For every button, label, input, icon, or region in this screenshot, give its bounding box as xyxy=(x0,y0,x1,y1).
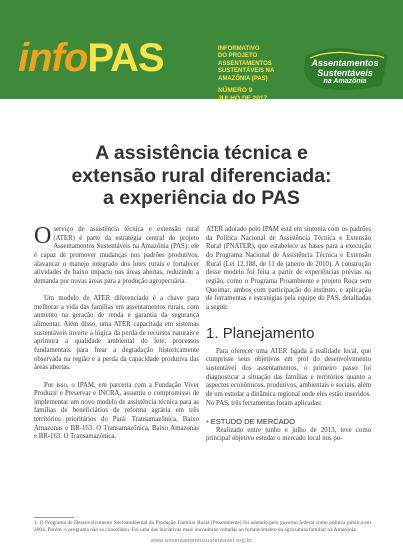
paragraph-text: serviço de assistência técnica e extensão rural (ATER) é parte da estratégia central do projeto Assentamentos Sustentáveis na Amazônia (PAS): ele é capaz de promover mudanças nos padrões produtivos, alavancar o manejo integrado dos lotes rurais e fortalecer atividades de baixo impacto nas áreas abertas, reduzindo a demanda por novas áreas para a produção agropecuária. xyxy=(34,226,199,285)
paragraph: ATER adotado pelo IPAM está em sintonia com os padrões da Política Nacional de Assistência Técnica e Extensão Rural (PNATER), que estabelece as bases para a execução do Programa Nacional de Assistência Técnica e Extensão Rural (Lei 12.188, de 11 de janeiro de 2010). A construção desse modelo foi feita a partir de experiências prévias na região, como o Programa Proambiente e projeto Roça sem Queimar, ambos com participação do instituto, e aplicação de ferramentas e estratégias pela equipe do PAS, detalhadas a seguir. xyxy=(206,226,371,311)
footer-url[interactable]: www.assentamentosustentavel.org.br xyxy=(150,538,253,544)
paragraph: Para oferecer uma ATER ligada à realidade local, que cumprisse seus objetivos em prol do desenvolvimento sustentável dos assentamentos, o primeiro passo foi diagnosticar a situação das famílias e territórios quanto a aspectos econômicos, produtivos, ambientais e sociais, além de um estudar a dinâmica regional onde eles estão inseridos. No PAS, três ferramentas foram aplicadas: xyxy=(206,347,371,407)
issue-info xyxy=(218,87,288,102)
title-line: A assistência técnica e xyxy=(95,142,308,164)
badge-line: Sustentáveis xyxy=(317,68,373,78)
logo-pas-text: PAS xyxy=(87,36,164,80)
issue-date: JULHO DE 2017 xyxy=(218,94,268,102)
footnote-divider xyxy=(34,517,74,518)
info-line: INFORMATIVO xyxy=(218,46,260,52)
footnote: 1. O Programa de Desenvolvimento Socioambiental da Produção Familiar Rural (Proambiente) foi adotado pelo governo federal como política pública em 2004. Porém, o programa não se consolidou. Foi uma das iniciativas mais inovadoras voltadas ao fortalecimento da agricultura familiar na Amazônia. xyxy=(34,520,371,533)
info-line: ASSENTAMENTOS xyxy=(218,60,272,67)
newsletter-info xyxy=(218,46,288,102)
article-column-left xyxy=(34,223,199,451)
badge-text xyxy=(300,58,390,86)
section-heading xyxy=(206,325,371,343)
paragraph: Realizado entre junho e julho de 2013, teve como principal objetivo estudar o mercado local nos po- xyxy=(206,426,371,443)
section-title: Planejamento xyxy=(222,324,315,342)
article-title xyxy=(30,142,373,210)
infopas-logo xyxy=(18,38,164,78)
issue-number: NÚMERO 9 xyxy=(218,87,253,95)
info-line: SUSTENTÁVEIS NA xyxy=(218,68,275,75)
subsection-heading xyxy=(206,417,371,426)
project-badge-logo xyxy=(300,44,390,94)
drop-cap: O xyxy=(34,223,52,249)
paragraph xyxy=(34,223,199,287)
info-line: AMAZÔNIA (PAS) xyxy=(218,75,268,82)
badge-line: na Amazônia xyxy=(323,78,367,85)
title-line: extensão rural diferenciada: xyxy=(71,164,332,187)
badge-line: Assentamentos xyxy=(311,58,379,68)
subsection-title: ESTUDO DE MERCADO xyxy=(210,416,295,426)
section-number: 1. xyxy=(206,324,219,342)
title-line: a experiência do PAS xyxy=(103,187,300,209)
article-column-right xyxy=(206,226,371,452)
paragraph: Um modelo de ATER diferenciado é a chave para melhorar a vida das famílias em assentamentos rurais, com aumento na geração de renda e garantia da segurança alimentar. Além disso, uma ATER capacitada em sistemas sustentáveis inverte a lógica da perda de recursos naturais e aprimora a qualidade ambiental do lote, processos fundamentais para frear a degradação historicamente observada na região e a perda da capacidade produtiva das áreas abertas. xyxy=(34,295,199,372)
paragraph: Por isso, o IPAM, em parceria com a Fundação Viver Produzir e Preservar e INCRA, assumiu o compromisso de implementar um novo modelo de assistência técnica para as famílias de beneficiários de reforma agrária em três territórios prioritários do Pará: Transamazônica, Baixo Amazonas e BR-163. O Transamazônica, Baixo Amazonas e BR-163. O Transamazônica, xyxy=(34,381,199,441)
logo-info-text: info xyxy=(18,36,88,80)
bullet-icon: • xyxy=(206,416,209,426)
info-line: DO PROJETO xyxy=(218,53,258,60)
header-banner xyxy=(0,0,403,102)
